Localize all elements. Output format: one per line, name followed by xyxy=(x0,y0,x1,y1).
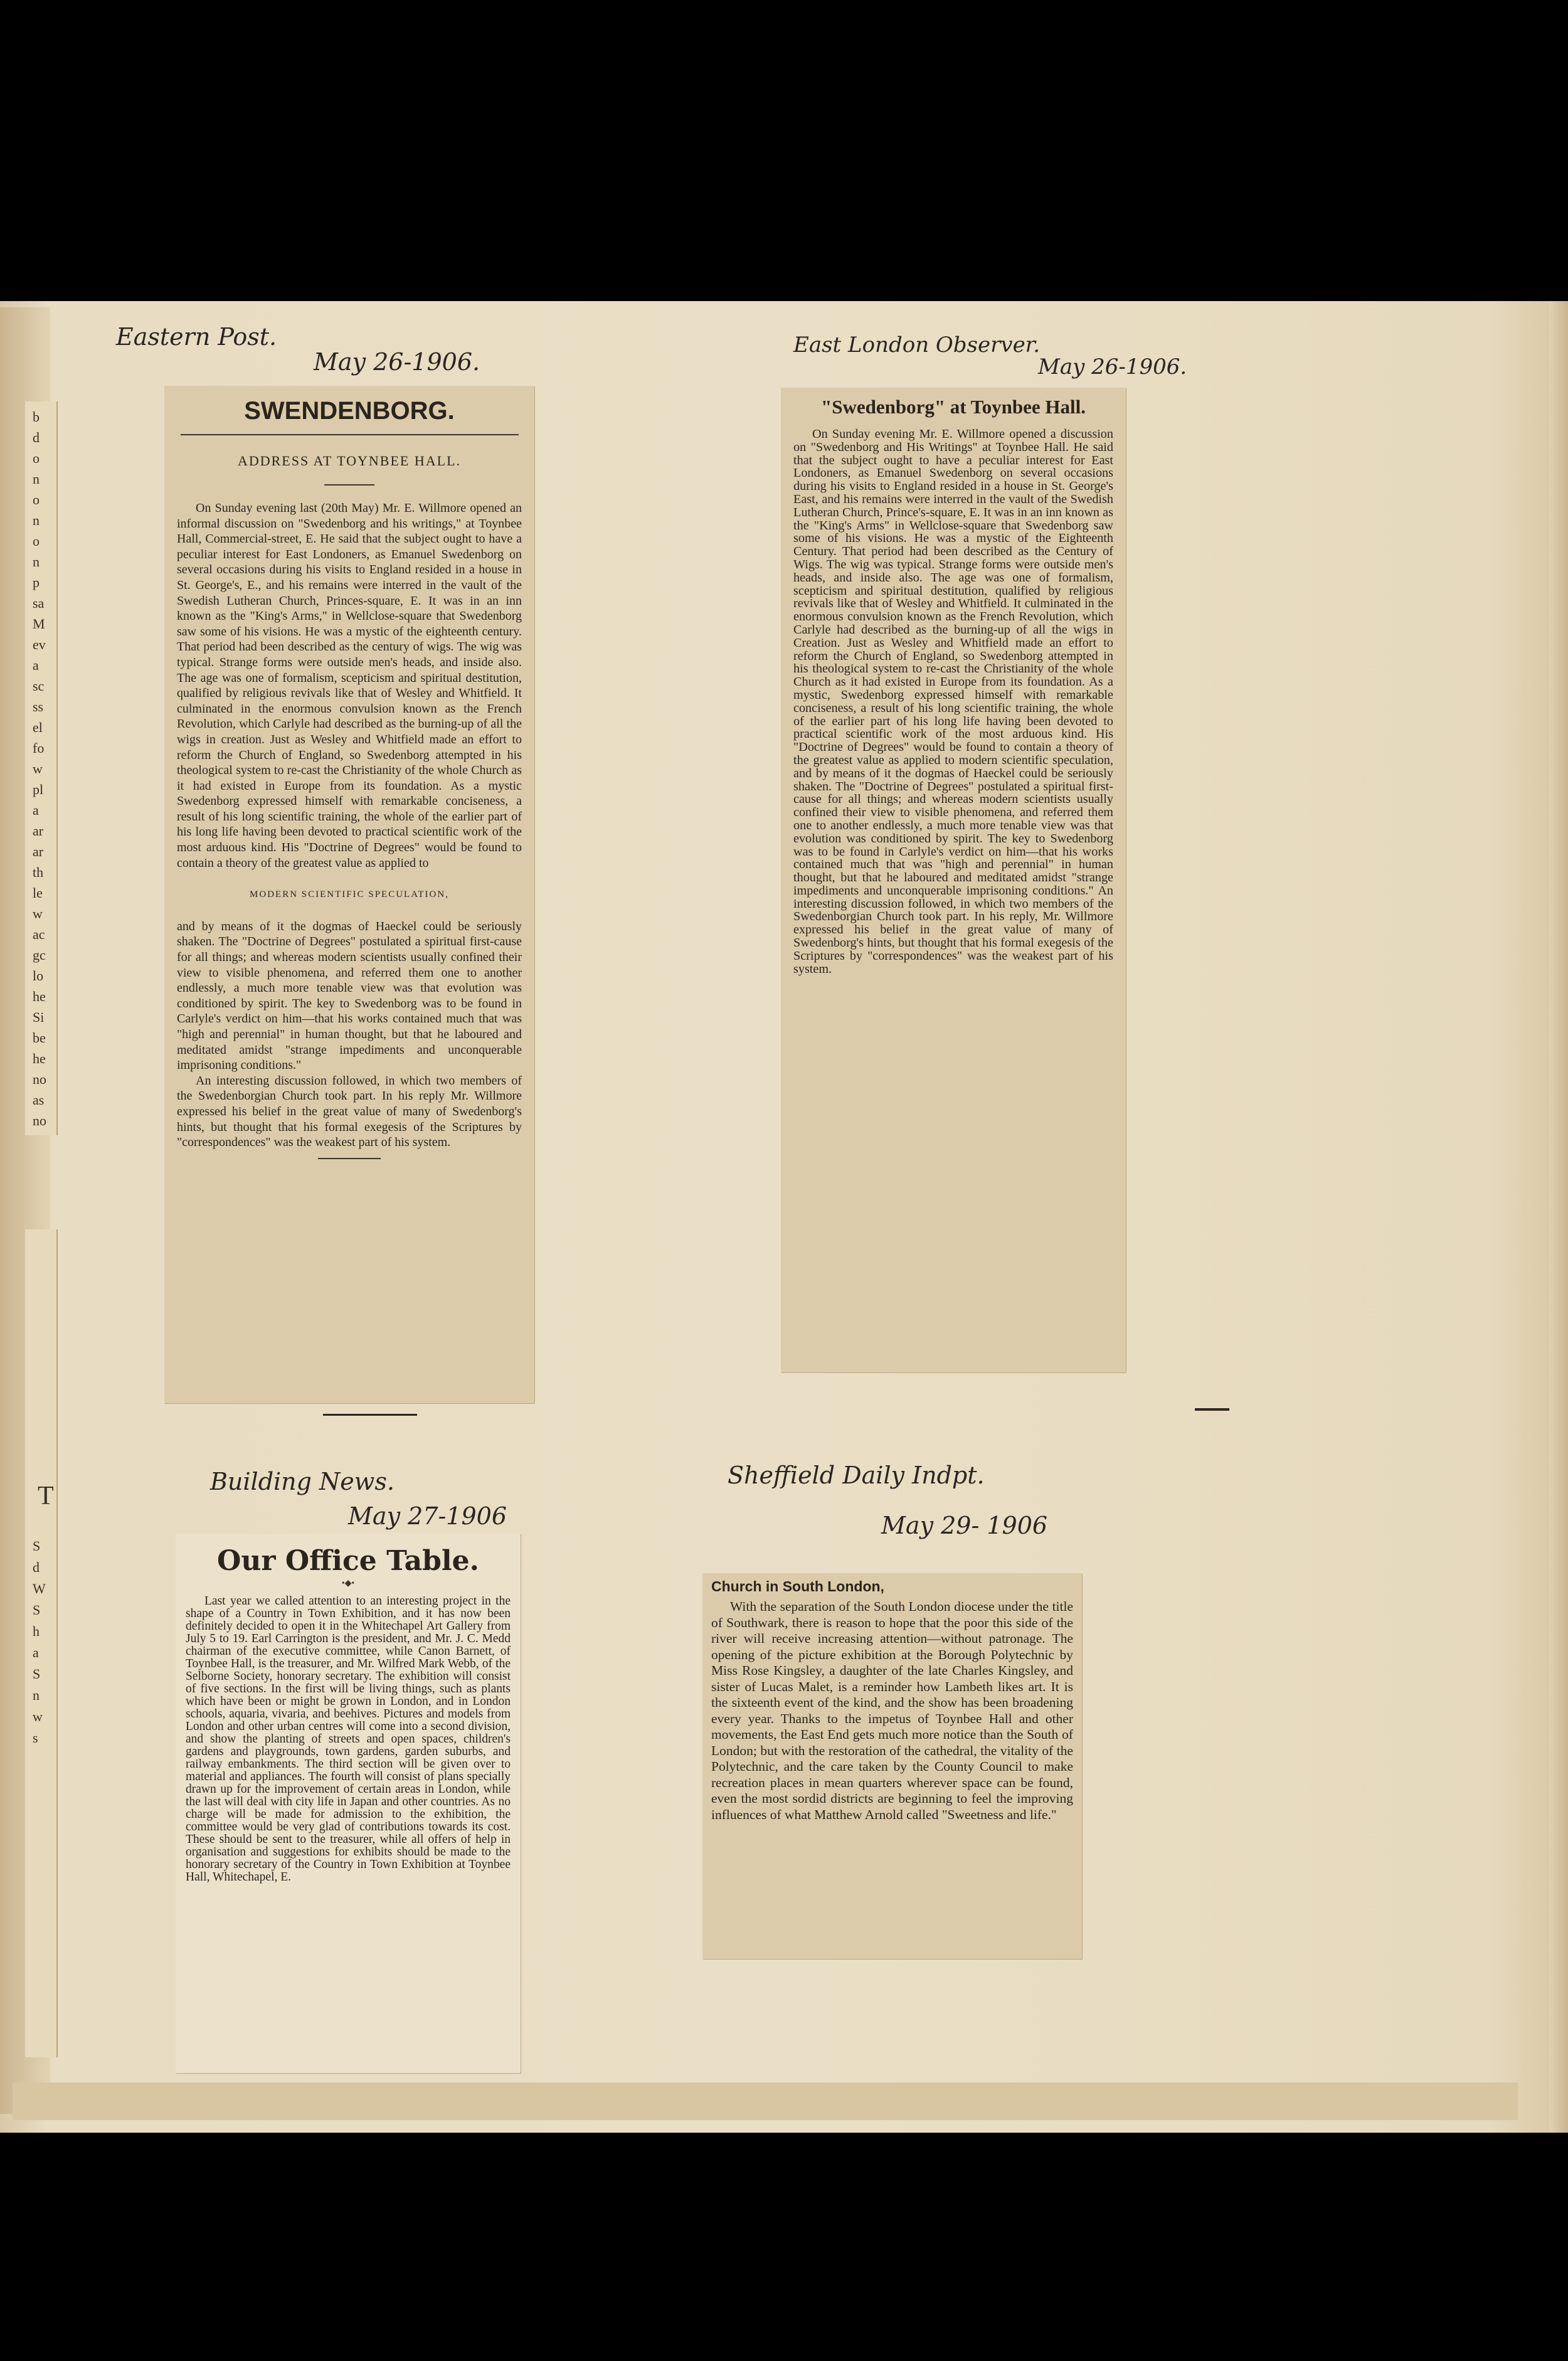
previous-page-fragment: ar xyxy=(33,844,44,859)
previous-page-fragment: b xyxy=(33,409,40,425)
clipping-sheffield-paragraph: With the separation of the South London diocese under the title of Southwark, there is reason to hope that the poor this side of the river will receive increasing attention—without patronage. The opening of the picture exhibition at the Borough Polytechnic by Miss Rose Kingsley, a daughter of the late Charles Kingsley, and sister of Lucas Malet, is a reminder how Lambeth likes art. It is the sixteenth event of the kind, and the show has been broadening every year. Thanks to the impetus of Toynbee Hall and other movements, the East End gets much more notice than the South of London; but with the restoration of the cathedral, the vitality of the Polytechnic, and the care taken by the County Council to make recreation places in mean quarters wherever space can be found, even the most sordid districts are beginning to feel the improving influences of what Matthew Arnold called "Sweetness and life." xyxy=(711,1599,1073,1822)
annotation-sheffield-source: Sheffield Daily Indpt. xyxy=(728,1462,985,1489)
clipping-eastern-post-paragraph-1: On Sunday evening last (20th May) Mr. E. Willmore opened an informal discussion on "Swedenborg and his writings," at Toynbee Hall, Commercial-street, E. He said that the subject ought to have a peculiar interest for East Londoners, as Emanuel Swedenborg on several occasions during his visits to England resided in a house in St. George's, E., and his remains were interred in the vault of the Swedish Lutheran Church, Princes-square, E. It was in an inn known as the "King's Arms," in Wellclose-square that Swedenborg saw some of his visions. He was a mystic of the eighteenth century. That period had been described as the century of wigs. The wig was typical. Strange forms were outside men's heads, and inside also. The age was one of formalism, scepticism and spiritual destitution, qualified by religious revivals like that of Wesley and Whitfield. It culminated in the enormous convulsion known as the French Revolution, which Carlyle had described as the burning-up of all the wigs in creation. Just as Wesley and Whitfield made an effort to reform the Church of England, so Swedenborg attempted in his theological system to re-cast the Christianity of the whole Church as it had existed in Europe from its foundation. As a mystic Swedenborg expressed himself with remarkable conciseness, a result of his long scientific training, the whole of the earlier part of his long life having been devoted to practical scientific work of the most arduous kind. His "Doctrine of Degrees" would be found to contain a theory of the greatest value as applied to xyxy=(177,501,522,870)
previous-page-fragment: fo xyxy=(33,740,45,756)
previous-page-fragment: h xyxy=(33,1623,40,1639)
annotation-building-news-source: Building News. xyxy=(210,1468,395,1495)
ink-dash-mark xyxy=(323,1414,417,1416)
previous-page-fragment: sa xyxy=(33,595,45,611)
previous-page-fragment: s xyxy=(33,1730,38,1746)
previous-page-fragment: n xyxy=(33,471,40,487)
clipping-eastern-post-body xyxy=(177,501,522,1150)
previous-page-fragment: a xyxy=(33,1645,39,1660)
previous-page-fragment: p xyxy=(33,575,40,590)
page-bottom-layer xyxy=(13,2082,1518,2120)
previous-page-fragment: a xyxy=(33,657,39,673)
annotation-observer-date: May 26-1906. xyxy=(1038,354,1187,379)
annotation-building-news-date: May 27-1906 xyxy=(348,1502,507,1530)
page-right-fold xyxy=(1549,301,1568,2133)
previous-page-fragment: he xyxy=(33,989,46,1004)
previous-page-fragment: o xyxy=(33,533,40,549)
clipping-eastern-post-paragraph-3: An interesting discussion followed, in which two members of the Swedenborgian Church took part. In his reply Mr. Willmore expressed his belief in the great value of many of Swedenborg's hints, but thought that his formal exegesis of the Scriptures by "correspondences" was the weakest part of his system. xyxy=(177,1073,522,1150)
previous-page-fragment: d xyxy=(33,1559,40,1575)
previous-page-fragment: M xyxy=(33,616,45,632)
ink-dash-mark-right xyxy=(1195,1408,1229,1411)
clipping-eastern-post-paragraph-2: and by means of it the dogmas of Haeckel could be seriously shaken. The "Doctrine of Degrees" postulated a spiritual first-cause for all things; and whereas modern scientists usually confined their view to visible phenomena, and referred them one to another endlessly, a much more tenable view was that evolution was conditioned by spirit. The key to Swedenborg was to be found in Carlyle's verdict on him—that his works contained much that was "high and perennial" in human thought, but that he laboured and meditated amidst "strange impediments and unconquerable imprisoning conditions." xyxy=(177,919,522,1073)
previous-page-fragment: le xyxy=(33,885,43,901)
clipping-observer xyxy=(781,388,1126,1372)
previous-page-fragment: d xyxy=(33,430,40,445)
previous-page-fragment: th xyxy=(33,864,44,880)
previous-page-fragment: no xyxy=(33,1071,46,1087)
previous-page-fragment: ar xyxy=(33,823,44,839)
previous-page-fragment: sc xyxy=(33,678,45,694)
previous-page-fragment: n xyxy=(33,1687,40,1703)
previous-page-fragment: S xyxy=(33,1602,41,1618)
annotation-eastern-post-date: May 26-1906. xyxy=(314,348,480,376)
clipping-eastern-post-rule xyxy=(181,434,519,435)
previous-page-fragment: ev xyxy=(33,637,46,652)
previous-page-fragment: o xyxy=(33,492,40,507)
clipping-building-news-body xyxy=(186,1595,511,1884)
previous-page-fragment: el xyxy=(33,719,43,735)
clipping-observer-paragraph: On Sunday evening Mr. E. Willmore opened a discussion on "Swedenborg and His Writings" at Toynbee Hall. He said that the subject ought to have a peculiar interest for East Londoners, as Emanuel Swedenborg on several occasions during his visits to England resided in a house in St. George's East, and his remains were interred in the vault of the Swedish Lutheran Church, Prince's-square, E. It was in an inn known as the "King's Arms" in Wellclose-square that Swedenborg saw some of his visions. He was a mystic of the Eighteenth Century. That period had been described as the Century of Wigs. The wig was typical. Strange forms were outside men's heads, and inside also. The age was one of formalism, scepticism and spiritual destitution, qualified by religious revivals like that of Wesley and Whitfield. It culminated in the enormous convulsion known as the French Revolution, which Carlyle had described as the burning-up of all the wigs in Creation. Just as Wesley and Whitfield made an effort to reform the Church of England, so Swedenborg attempted in his theological system to re-cast the Christianity of the whole Church as it had existed in Europe from its foundation. As a mystic, Swedenborg expressed himself with remarkable conciseness, a result of his long scientific training, the whole of the earlier part of his long life having been devoted to practical scientific work of the most arduous kind. His "Doctrine of Degrees" would be found to contain a theory of the greatest value as applied to modern scientific speculation, and by means of it the dogmas of Haeckel could be seriously shaken. The "Doctrine of Degrees" postulated a spiritual first-cause for all things; and whereas modern scientists usually confined their view to visible phenomena, and referred them one to another endlessly, a much more tenable view was that evolution was conditioned by spirit. The key to Swedenborg was to be found in Carlyle's verdict on him—that his works contained much that was "high and perennial" in human thought, but that he laboured and meditated amidst "strange impediments and unconquerable imprisoning conditions." An interesting discussion followed, in which two members of the Swedenborgian Church took part. In his reply, Mr. Willmore expressed his belief in the great value of many of Swedenborg's hints, but thought that his formal exegesis of the Scriptures by "correspondences" was the weakest part of his system. xyxy=(793,427,1113,976)
previous-page-fragment: n xyxy=(33,554,40,570)
previous-page-fragment: be xyxy=(33,1030,46,1046)
previous-page-fragment: W xyxy=(33,1581,46,1596)
previous-page-fragment: S xyxy=(33,1538,41,1554)
previous-page-fragment: w xyxy=(33,761,43,777)
previous-page-fragment: o xyxy=(33,450,40,466)
previous-page-fragment: a xyxy=(33,802,39,818)
clipping-sheffield xyxy=(702,1573,1082,1959)
previous-page-fragment: Si xyxy=(33,1009,45,1025)
annotation-eastern-post-source: Eastern Post. xyxy=(116,323,277,351)
previous-page-fragment: no xyxy=(33,1113,46,1128)
clipping-building-news-paragraph: Last year we called attention to an interesting project in the shape of a Country in Town Exhibition, and it has now been definitely decided to open it in the Whitechapel Art Gallery from July 5 to 19. Earl Carrington is the president, and Mr. J. C. Medd chairman of the executive committee, while Canon Barnett, of Toynbee Hall, is the treasurer, and Mr. Wilfred Mark Webb, of the Selborne Society, honorary secretary. The exhibition will consist of five sections. In the first will be living things, such as plants which have been or might be grown in London, and in London schools, aquaria, vivaria, and beehives. Pictures and models from London and other urban centres will come into a second division, and show the planting of streets and open spaces, children's gardens and playgrounds, town gardens, garden suburbs, and railway embankments. The third section will be given over to material and appliances. The fourth will consist of plans specially drawn up for the improvement of certain areas in London, while the last will deal with city life in Japan and other countries. As no charge will be made for admission to the exhibition, the committee would be very glad of contributions towards its cost. These should be sent to the treasurer, while all offers of help in organisation and suggestions for exhibits should be made to the honorary secretary of the Country in Town Exhibition at Toynbee Hall, Whitechapel, E. xyxy=(186,1594,511,1884)
clipping-building-news xyxy=(176,1534,521,2073)
previous-page-heading-lower: T xyxy=(38,1482,54,1510)
previous-page-fragment: lo xyxy=(33,968,44,984)
clipping-sheffield-headline: Church in South London, xyxy=(711,1578,884,1594)
previous-page-fragment: S xyxy=(33,1666,41,1682)
annotation-sheffield-date: May 29- 1906 xyxy=(881,1512,1048,1539)
previous-page-fragment: gc xyxy=(33,947,46,963)
annotation-observer-source: East London Observer. xyxy=(793,332,1041,358)
previous-page-fragment: w xyxy=(33,906,43,921)
clipping-building-news-headline: Our Office Table. xyxy=(217,1545,479,1577)
clipping-building-news-ornament: •◆• xyxy=(341,1579,355,1588)
previous-page-fragment: as xyxy=(33,1092,45,1108)
clipping-eastern-post-short-rule xyxy=(324,484,374,485)
clipping-observer-headline: "Swedenborg" at Toynbee Hall. xyxy=(821,396,1086,418)
previous-page-fragment: pl xyxy=(33,782,44,797)
clipping-eastern-post-end-rule xyxy=(318,1158,381,1159)
previous-page-fragment: he xyxy=(33,1051,46,1066)
clipping-sheffield-body xyxy=(711,1599,1073,1823)
clipping-observer-body xyxy=(793,428,1113,975)
previous-page-fragment: ac xyxy=(33,926,45,942)
previous-page-fragment: ss xyxy=(33,699,44,714)
previous-page-fragment: w xyxy=(33,1709,43,1724)
clipping-eastern-post-subheading: ADDRESS AT TOYNBEE HALL. xyxy=(237,453,462,469)
clipping-eastern-post-side-heading: MODERN SCIENTIFIC SPECULATION, xyxy=(250,889,449,900)
clipping-eastern-post xyxy=(164,386,534,1403)
previous-page-fragment: n xyxy=(33,512,40,528)
previous-page-strip-lower xyxy=(25,1229,58,2057)
clipping-eastern-post-headline: SWENDENBORG. xyxy=(244,397,455,425)
